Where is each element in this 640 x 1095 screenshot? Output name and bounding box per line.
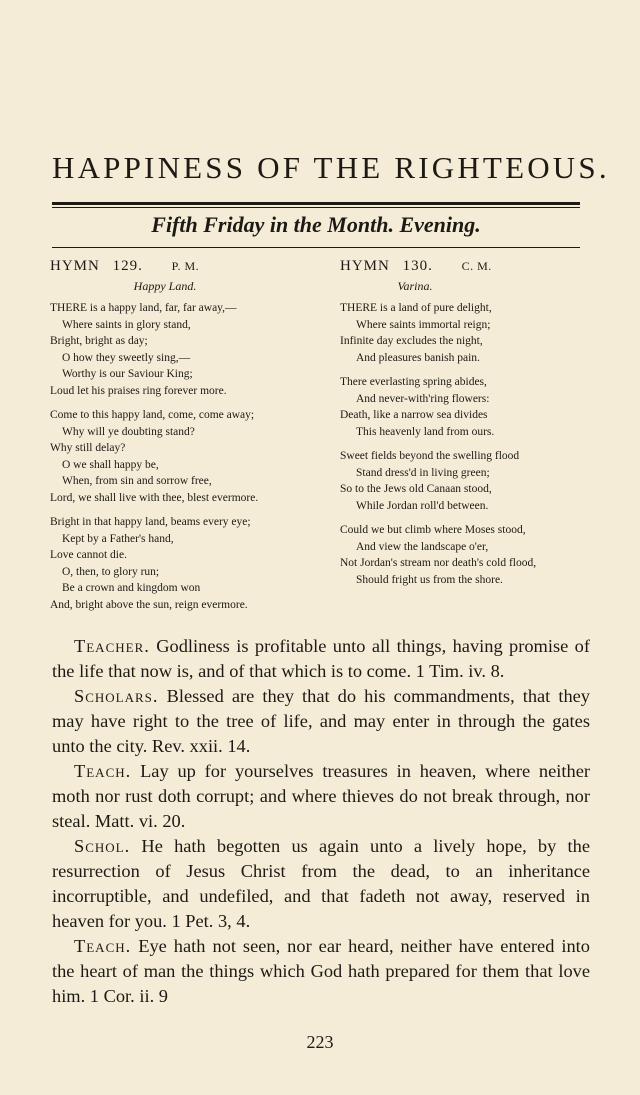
hymn-line: Love cannot die. xyxy=(50,549,127,561)
hymn-line: While Jordan roll'd between. xyxy=(356,499,489,512)
dialogue-paragraph xyxy=(52,634,590,684)
hymn-line: And pleasures banish pain. xyxy=(356,351,480,364)
hymn-line: O how they sweetly sing,— xyxy=(62,351,191,364)
hymn-meter: C. M. xyxy=(461,259,492,273)
hymn-stanzas xyxy=(340,300,590,588)
hymn-label: HYMN xyxy=(50,258,100,274)
hymn-stanza xyxy=(50,300,320,399)
hymn-stanza xyxy=(340,374,590,440)
hymn-number: 129. xyxy=(112,258,143,274)
hymn-line: So to the Jews old Canaan stood, xyxy=(340,483,492,495)
speaker-label: Teach. xyxy=(74,761,132,781)
page-number: 223 xyxy=(306,1032,334,1052)
hymn-129 xyxy=(50,258,320,613)
dialogue-text: Godliness is profitable unto all things, having promise of the life that now is, and of that which is to come. 1 Tim. iv. 8. xyxy=(52,636,590,681)
hymn-line: And view the landscape o'er, xyxy=(356,540,489,553)
hymn-tune: Varina. xyxy=(397,279,433,293)
hymn-stanzas xyxy=(50,300,320,613)
page-title: HAPPINESS OF THE RIGHTEOUS. xyxy=(52,150,610,185)
hymn-meter: P. M. xyxy=(171,259,200,273)
hymn-line: Not Jordan's stream nor death's cold flood, xyxy=(340,557,537,569)
hymn-line: This heavenly land from ours. xyxy=(356,425,495,438)
hymn-line: THERE is a happy land, far, far away,— xyxy=(50,302,237,314)
hymn-line: And, bright above the sun, reign evermore. xyxy=(50,598,248,611)
hymn-heading xyxy=(340,258,590,275)
hymn-line: Come to this happy land, come, come away; xyxy=(50,409,255,421)
dialogue-text: He hath begotten us again unto a lively hope, by the resurrection of Jesus Christ from the dead, to an inheritance incorruptible, and undefiled, and that fadeth not away, reserved in heaven for you. 1 Pet. 3, 4. xyxy=(52,836,590,931)
hymn-line: Why still delay? xyxy=(50,442,126,454)
speaker-label: Schol. xyxy=(74,836,131,856)
dialogue-paragraph xyxy=(52,684,590,759)
hymn-stanza xyxy=(50,514,320,613)
dialogue-paragraph xyxy=(52,834,590,934)
hymn-line: O, then, to glory run; xyxy=(62,565,160,578)
dialogue-paragraph xyxy=(52,759,590,834)
hymn-130 xyxy=(340,258,590,588)
dialogue-text: Lay up for yourselves treasures in heaven, where neither moth nor rust doth corrupt; and where thieves do not break through, nor steal. Matt. vi. 20. xyxy=(52,761,590,831)
subtitle-rule xyxy=(52,247,580,248)
hymn-line: There everlasting spring abides, xyxy=(340,376,487,388)
hymn-line: Death, like a narrow sea divides xyxy=(340,409,488,421)
hymn-tune: Happy Land. xyxy=(133,279,197,293)
catechism-dialogue xyxy=(52,634,590,1009)
dialogue-paragraph xyxy=(52,934,590,1009)
hymn-line: Why will ye doubting stand? xyxy=(62,425,195,438)
hymn-line: Bright in that happy land, beams every eye; xyxy=(50,516,251,528)
title-rule-thin xyxy=(52,207,580,208)
section-subtitle: Fifth Friday in the Month. Evening. xyxy=(151,212,481,237)
hymn-line: O we shall happy be, xyxy=(62,458,159,471)
hymn-line: Stand dress'd in living green; xyxy=(356,466,490,479)
hymn-stanza xyxy=(340,448,590,514)
title-rule-thick xyxy=(52,202,580,205)
hymn-line: THERE is a land of pure delight, xyxy=(340,302,492,314)
hymn-line: Worthy is our Saviour King; xyxy=(62,368,193,380)
hymn-heading xyxy=(50,258,320,275)
hymn-line: Loud let his praises ring forever more. xyxy=(50,384,227,397)
dialogue-text: Eye hath not seen, nor ear heard, neither have entered into the heart of man the things which God hath prepared for them that love him. 1 Cor. ii. 9 xyxy=(52,936,590,1006)
hymn-line: When, from sin and sorrow free, xyxy=(62,475,212,487)
hymn-stanza xyxy=(340,522,590,588)
hymn-line: Be a crown and kingdom won xyxy=(62,582,201,594)
speaker-label: Teach. xyxy=(74,936,132,956)
hymn-line: Sweet fields beyond the swelling flood xyxy=(340,450,520,462)
hymn-line: Kept by a Father's hand, xyxy=(62,532,174,545)
hymn-line: Lord, we shall live with thee, blest evermore. xyxy=(50,491,259,504)
hymn-label: HYMN xyxy=(340,258,390,274)
hymn-number: 130. xyxy=(402,258,433,274)
hymn-line: Infinite day excludes the night, xyxy=(340,335,483,347)
hymn-line: And never-with'ring flowers: xyxy=(356,392,490,405)
speaker-label: Scholars. xyxy=(74,686,159,706)
hymn-line: Bright, bright as day; xyxy=(50,335,148,347)
hymn-line: Where saints in glory stand, xyxy=(62,318,191,331)
hymn-line: Where saints immortal reign; xyxy=(356,318,491,331)
dialogue-text: Blessed are they that do his commandments, that they may have right to the tree of life, and may enter in through the gates unto the city. Rev. xxii. 14. xyxy=(52,686,590,756)
hymn-line: Could we but climb where Moses stood, xyxy=(340,524,526,536)
speaker-label: Teacher. xyxy=(74,636,150,656)
hymn-stanza xyxy=(50,407,320,506)
hymn-stanza xyxy=(340,300,590,366)
hymn-line: Should fright us from the shore. xyxy=(356,573,503,586)
